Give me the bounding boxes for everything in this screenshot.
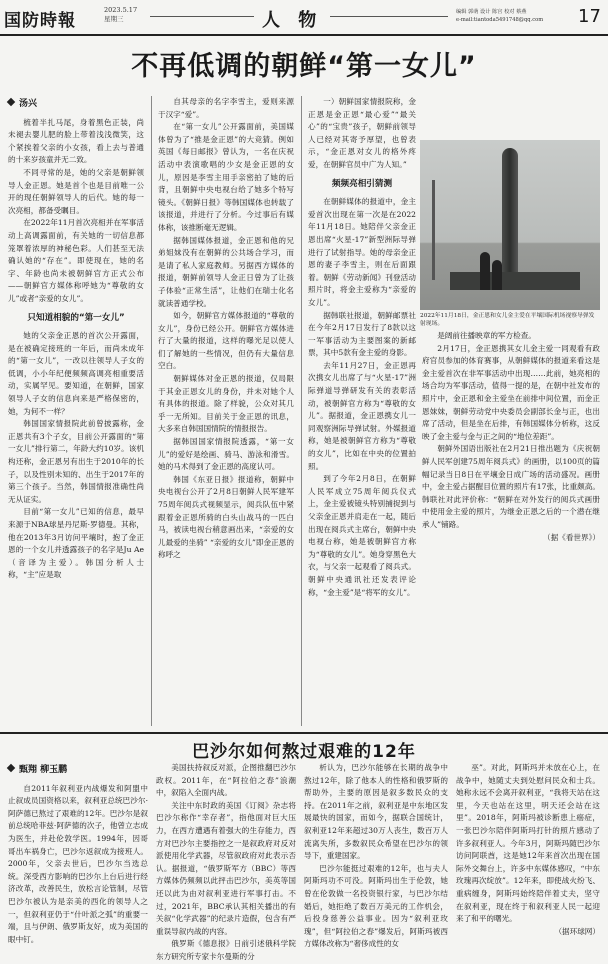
section-rule-left bbox=[150, 16, 254, 17]
article1-column-4 bbox=[422, 330, 600, 726]
article1-photo bbox=[420, 140, 600, 310]
paragraph: 她的父亲金正恩的首次公开露面，是在被确定接班的一年后，而尚未成年的“第一女儿”，一改以往领导人子女的低调，小小年纪便频频高调亮相重要活动，实属罕见。要知道，在朝鲜，国家领导人子女的信息向来是严格保密的，她，为何不一样？ bbox=[8, 331, 144, 416]
column-divider bbox=[301, 96, 302, 726]
paragraph: 据韩国国家情报院透露，“第一女儿”的爱好是绘画、骑马、游泳和滑雪。她的马术得到了金正恩的高度认可。 bbox=[158, 437, 294, 472]
article2-column-2 bbox=[156, 762, 296, 961]
source-credit: （据《看世界》） bbox=[543, 532, 600, 542]
paragraph: 到了今年2月8日，在朝鲜人民军成立75周年阅兵仪式上，金主爱被镜头特别捕捉到与父亲金正恩并肩走在一起，随后出现在阅兵式主席台，朝鲜中央电视台称，她是被朝鲜官方称为“尊敬的女儿”。她身穿黑色大衣，与父亲一起观看了阅兵式。朝鲜中央通讯社还发表评论称，“金主爱”是“将军的女儿”。 bbox=[308, 474, 416, 597]
source-credit: （据环球网） bbox=[554, 926, 600, 936]
paragraph: 自其母亲的名字李雪主，爱则来源于汉字“爱”。 bbox=[158, 97, 294, 119]
paragraph: 关注中东时政的美国《订阅》杂志将巴沙尔称作“幸存者”，指他面对巨大压力，在西方遭遇有着强大的生存能力，西方对巴沙尔主要指控之一是叙政府对反对派使用化学武器，尽管叙政府对此表示否认。据报道，“俄罗斯军方（BBC）等西方媒体仍频频以此抨击巴沙尔，美英等国还以此为由对叙利亚进行军事打击。不过，2021年，BBC承认其相关播出的有关叙“化学武器”的纪录片造假，包含有严重误导叙内战的内容。 bbox=[156, 800, 296, 936]
paragraph: 朝鲜媒体对金正恩的报道，仅局限于其金正恩女儿的身份，并未对她个人有具体的报道。除了样貌，公众对其几乎一无所知。目前关于金正恩的讯息，大多来自韩国国情院的情报报告。 bbox=[158, 374, 294, 434]
paragraph: 巫”。对此，阿斯玛并未放在心上，在战争中，她随丈夫到处慰问民众和士兵。她称永远不会离开叙利亚，“我将天站在这里，今天也站在这里，明天还会站在这里”。2018年，阿斯玛被诊断患上癌症，一张巴沙尔陪伴阿斯玛打针的照片感动了许多叙利亚人。今年3月，阿斯玛随巴沙尔访问阿联酋，这是她12年来首次出现在国际外交舞台上，许多中东媒体感叹，“中东玫瑰再次绽放”。12年来，即使战火纷飞、重病缠身，阿斯玛始终陪伴着丈夫，坚守在叙利亚，现在终于和叙利亚人民一起迎来了和平的曙光。 bbox=[456, 763, 600, 924]
paragraph: 朝鲜外国语出版社在2月21日推出题为《庆祝朝鲜人民军创建75周年阅兵式》的画册，以100页的篇幅记录当日8日在平壤金日成广场的活动盛况。画册中，金主爱占据醒目位置的照片有17张，比重颇高。韩联社对此评价称：“朝鲜在对外发行的阅兵式画册中使用金主爱的照片，为继金正恩之后的一个潜在继承人”铺路。 bbox=[422, 444, 600, 529]
diamond-icon bbox=[7, 98, 15, 106]
article1-subheading-1: 只知道相貌的“第一女儿” bbox=[27, 312, 125, 323]
page-number: 17 bbox=[578, 6, 601, 27]
paragraph: 一）朝鲜国家情报院称，金正恩是金正恩“最心爱”“最关心”的“宝贵”孩子，朝鲜前领导人已经对其寄予厚望，也曾表示，“金正恩对女儿的格外疼爱，在朝鲜官员中广为人知。” bbox=[308, 97, 416, 169]
paragraph: 去年11月27日，金正恩再次携女儿出席了与“火星-17”洲际弹道导弹研发有关的表彰活动，被朝鲜官方称为“尊敬的女儿”。据报道，金正恩携女儿一同观察洲际导弹试射。外媒报道称，她是被朝鲜官方称为“尊敬的女儿”，比如在中央的位置拍照。 bbox=[308, 360, 416, 471]
photo-caption: 2022年11月18日，金正恩和女儿金主爱在平壤国际机场视察导弹发射现场。 bbox=[420, 313, 595, 327]
editor-info: 编辑 郭萌 设计 陈宫 校对 蔡燕 e-mail:tiantoda5491748@qq.com bbox=[456, 9, 544, 23]
paragraph: 据韩国媒体报道，金正恩和他的兄弟姐妹没有在朝鲜的公共场合学习，而是请了私人家庭教师。另据西方媒体的报道，朝鲜前领导人金正日曾为了让孩子体验“正常生活”，让他们在瑞士化名就读普通学校。 bbox=[158, 235, 294, 308]
article1-column-1 bbox=[8, 96, 144, 726]
section-rule-right bbox=[330, 16, 448, 17]
paragraph: 是阔前往播映章的军方检查。 bbox=[437, 331, 536, 340]
diamond-icon bbox=[7, 764, 15, 772]
paragraph: 在“第一女儿”公开露面前，美国媒体曾为了“推是金正恩”的大竞猜。例如英国《每日邮报》曾认为，一名在庆祝活动中表演歌唱的少女是金正恩的女儿，原因是李雪主用手亲密拍了她的后背，且朝鲜中央电视台给了她多个特写镜头。《朝鲜日报》等韩国媒体也转载了该报道，并进行了分析。今过事后有媒体称，该推断毫无逻辑。 bbox=[158, 122, 294, 232]
people-graphic bbox=[480, 244, 504, 290]
paragraph: 目前“第一女儿”已知的信息，最早来源于NBA球星丹尼斯·罗德曼。其称，他在2013年3月访问平壤时，抱了金正恩的一个女儿并透露孩子的名字是Ju Ae（音译为主爱）。韩国分析人士称，“主”应是取 bbox=[8, 507, 144, 580]
paragraph: 自2011年叙利亚内战爆发和阿盟中止叙成员国资格以来，叙利亚总统巴沙尔·阿萨德已熬过了艰难的12年。巴沙尔是叙前总统哈菲兹·阿萨德的次子，他曾立志成为医生，并赴伦敦学医。1994年，因哥哥出车祸身亡，巴沙尔返叙成为接班人。2000年，父亲去世后，巴沙尔当选总统。深受西方影响的巴沙尔上台后进行经济改革，改善民生，放松言论管制，尽管巴沙尔被认为是亲美的西化的领导人之一，但叙利亚仍于“什叶派之弧”的重要一端，且与伊朗、俄罗斯友好，成为美国的眼中钉。 bbox=[8, 783, 148, 944]
newspaper-logo: 国防時報 bbox=[4, 11, 76, 31]
article2-column-1 bbox=[8, 762, 148, 944]
article2-byline: 甄翔 柳玉鹏 bbox=[8, 764, 148, 777]
paragraph: 析认为，巴沙尔能够在长期的战争中熬过12年，除了他本人的性格和俄罗斯的帮助外，主要的原因是叙多数民众的支持。在2011年之前，叙利亚是中东地区发展最快的国家，而如今，据联合国统计，叙利亚12年来超过30万人丧生，数百万人流离失所，多数叙民众希望在巴沙尔的领导下，重建国家。 bbox=[304, 763, 448, 861]
section-name: 人 物 bbox=[262, 10, 323, 31]
paragraph: 据韩联社报道，朝鲜邮票社在今年2月17日发行了8款以这一军事活动为主要图案的新邮票，其中5款有金主爱的身影。 bbox=[308, 310, 416, 358]
article2-title: 巴沙尔如何熬过艰难的12年 bbox=[192, 742, 416, 762]
article2-column-4 bbox=[456, 762, 600, 936]
article1-column-2 bbox=[158, 96, 294, 726]
paragraph: 在朝鲜媒体的报道中，金主爱首次出现在第一次是在2022年11月18日。她陪伴父亲金正恩出席“火星-17”新型洲际导弹进行了试射指导。她的母亲金正恩的妻子李雪主，则在后面跟着。朝鲜《劳动新闻》刊登活动照片时，将金主爱称为“亲爱的女儿”。 bbox=[308, 197, 416, 307]
paragraph: 不同寻常的是，她的父亲是朝鲜领导人金正恩。她是首个也是目前唯一公开的现任朝鲜领导人的后代。她的每一次亮相，都备受瞩目。 bbox=[8, 167, 144, 215]
article1-title: 不再低调的朝鲜“第一女儿” bbox=[131, 51, 477, 82]
paragraph: 韩国国家情报院此前曾披露称，金正恩共有3个子女，目前公开露面的“第一女儿”排行第二，年龄大约10岁。该机构还称，金正恩另有出生于2010年的长子，以及性别未知的、出生于2017年的第三个孩子。当然，韩国情报准确性尚无从证实。 bbox=[8, 419, 144, 504]
paragraph: 2月17日，金正恩携其女儿金主爱一同观看有政府官员参加的体育赛事，从朝鲜媒体的报道来看这是金主爱首次在非军事活动中出现……此前，她亮相的场合均为军事活动，值得一提的是，在朝中社发布的照片中，金正恩和金主爱坐在前排中间位置，而金正恩妹妹，朝鲜劳动党中央委员会副部长金与正，也出席了活动，但是坐在后排，有韩国媒体分析称，这反映了金主爱与金与正之间的“地位差距”。 bbox=[422, 343, 600, 441]
paragraph: 如今，朝鲜官方媒体报道的“尊敬的女儿”，身份已经公开。朝鲜官方媒体进行了大量的报道，这样的曝光足以使人们了解她的一些情况，但仍有大量信息空白。 bbox=[158, 311, 294, 371]
page-header bbox=[0, 0, 608, 36]
article2-column-3 bbox=[304, 762, 448, 949]
article1-byline: 汤兴 bbox=[8, 98, 144, 111]
paragraph: 在2022年11月首次亮相并在军事活动上高调露面前，有关她的一切信息都笼罩着浓厚的神秘色彩。人们甚至无法确认她的“存在”。即使现在，她的名字、年龄也尚未被朝鲜官方正式公布——朝鲜官方媒体称呼她为“尊敬的女儿”或者“亲爱的女儿”。 bbox=[8, 218, 144, 303]
column-divider bbox=[151, 96, 152, 726]
missile-graphic bbox=[502, 148, 518, 276]
article-separator bbox=[0, 732, 608, 734]
article1-subheading-2: 频频亮相引猜测 bbox=[331, 178, 393, 189]
paragraph: 梳着半扎马尾，身着黑色正装，尚未褪去婴儿肥的脸上带着浅浅微笑，这个紧挨着父亲的小女孩，看上去与普通的十来岁孩童并无二致。 bbox=[8, 117, 144, 165]
paragraph: 巴沙尔能挺过艰难的12年，也与夫人阿斯玛功不可没。阿斯玛出生于伦敦，她曾在伦敦做一名投资银行家，与巴沙尔结婚后，她拒绝了数百万美元的工作机会，后投身慈善公益事业。因为“叙利亚玫瑰”，但“阿拉伯之春”爆发后，阿斯玛被西方媒体改称为“奢侈成性的女 bbox=[304, 863, 448, 949]
paragraph: 韩国《东亚日报》报道称，朝鲜中央电视台公开了2月8日朝鲜人民军建军75周年阅兵式视频显示，阅兵队伍中紧跟着金正恩所骑的白头山战马的一匹白马，被读电视台稍意画出来，“亲爱的女儿最爱的坐骑” “亲爱的女儿”即金正恩的称呼之 bbox=[158, 474, 294, 560]
article1-column-3 bbox=[308, 96, 416, 726]
paragraph: 美国扶持叙反对派，企图推翻巴沙尔政权。2011年，在“阿拉伯之春”浪潮中，叙陷入全面内战。 bbox=[156, 763, 296, 798]
launch-tower-graphic bbox=[432, 180, 435, 280]
paragraph: 俄罗斯《德息报》日前引述俄科学院东方研究所专家卡尔曼斯的分 bbox=[156, 939, 296, 961]
issue-date: 2023.5.17 星期三 bbox=[104, 6, 138, 23]
launcher-truck-graphic bbox=[450, 272, 580, 290]
